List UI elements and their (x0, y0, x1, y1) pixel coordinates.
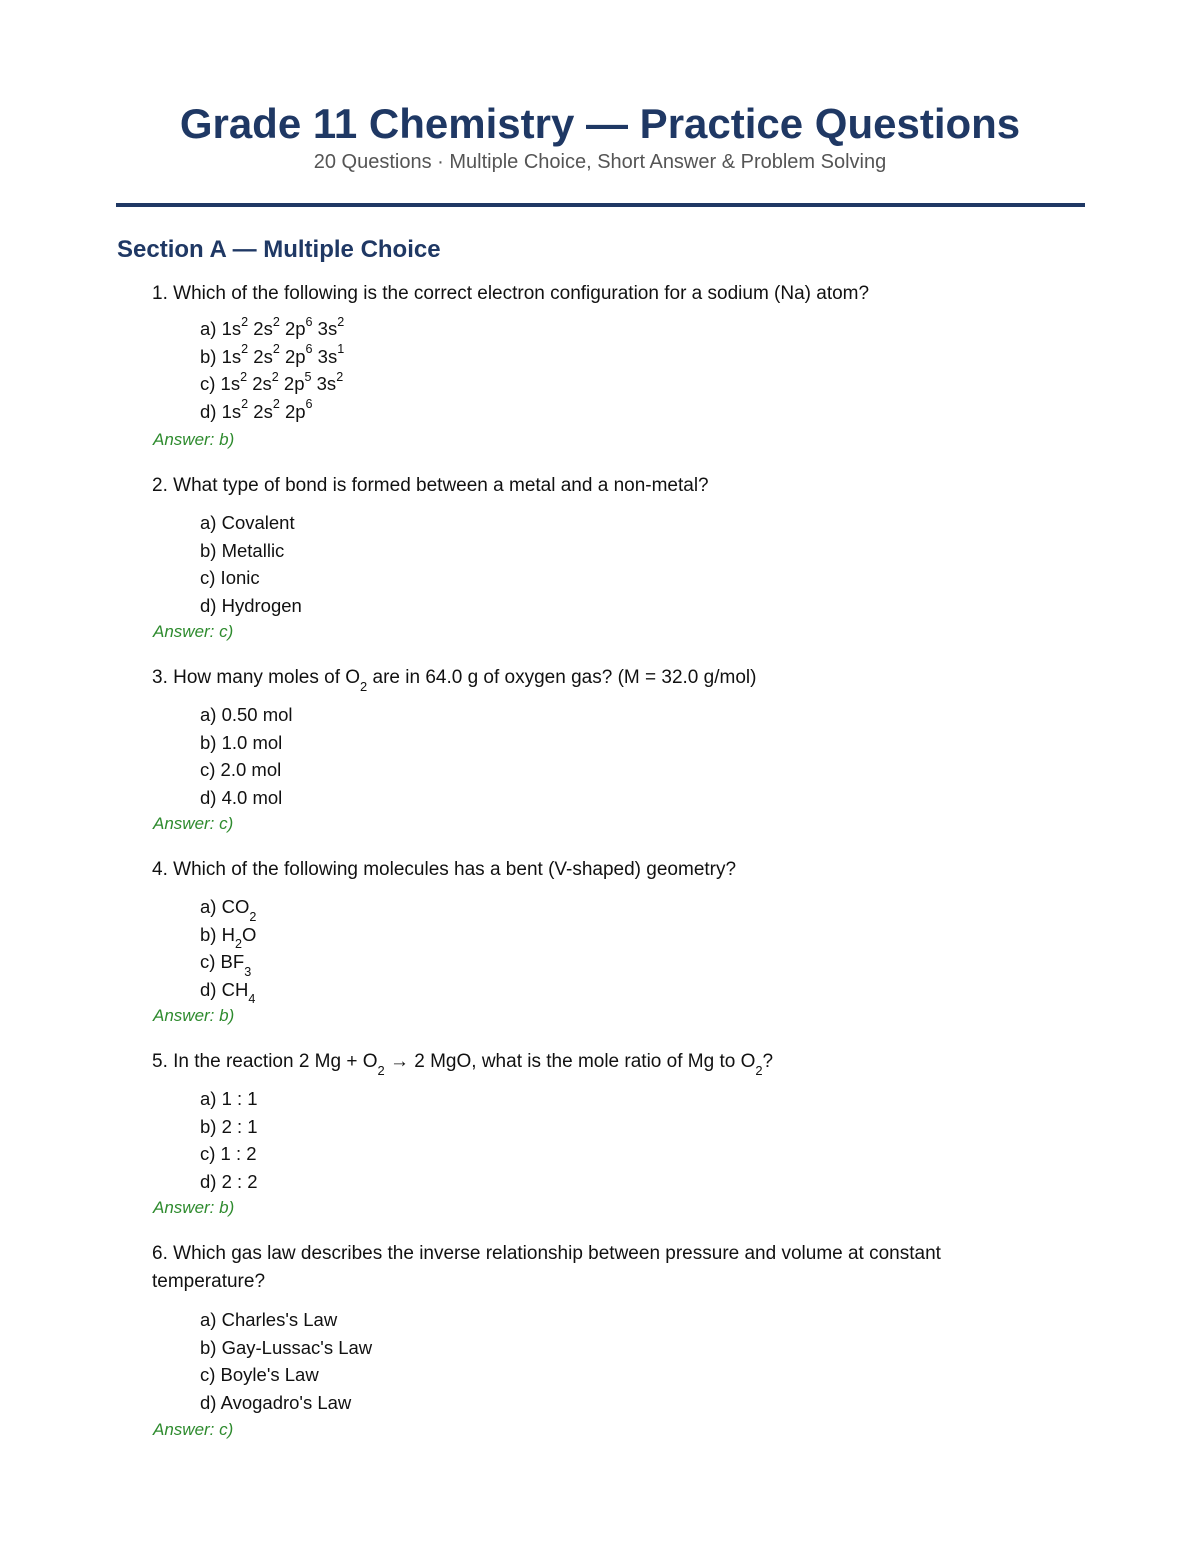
question-3-answer: Answer: c) (153, 814, 234, 833)
question-2-answer: Answer: c) (153, 622, 234, 641)
question-6-options (200, 1306, 800, 1416)
question-6-answer: Answer: c) (153, 1420, 234, 1439)
question-4 (152, 856, 1032, 884)
option-b: b) Gay-Lussac's Law (200, 1336, 373, 1358)
option-c: c) Ionic (200, 567, 260, 588)
option-c: c) 2.0 mol (200, 759, 282, 780)
question-number: 4. (152, 859, 168, 880)
question-4-options (200, 893, 800, 1007)
option-c: c) $1s^2$ $2s^2$ $2p^5$ $3s^2$ (200, 369, 344, 394)
question-stem: Which gas law describes the inverse relationship between pressure and volume at constant temperature? (152, 1243, 941, 1292)
option-a: a) $1s^2$ $2s^2$ $2p^6$ $3s^2$ (200, 314, 345, 339)
option-d: d) 4.0 mol (200, 786, 283, 808)
question-1-options (200, 315, 800, 425)
option-c: c) 1 : 2 (200, 1143, 257, 1164)
option-a: a) 1 : 1 (200, 1088, 258, 1109)
option-a: a) Charles's Law (200, 1309, 338, 1330)
option-b: b) $1s^2$ $2s^2$ $2p^6$ $3s^1$ (200, 342, 345, 367)
option-b: b) $H_2O$ (200, 923, 257, 952)
question-stem: Which of the following molecules has a bent (V-shaped) geometry? (173, 859, 737, 880)
question-number: 2. (152, 475, 168, 496)
question-stem: In the reaction 2 $Mg + O_2 \to 2$ MgO, what is the mole ratio of Mg to $O_2$? (173, 1051, 774, 1079)
question-3 (152, 664, 1032, 695)
question-stem: Which of the following is the correct electron configuration for a sodium (Na) atom? (173, 283, 870, 304)
question-2-options (200, 509, 800, 619)
question-4-answer: Answer: b) (153, 1006, 235, 1025)
question-5-answer: Answer: b) (153, 1198, 235, 1217)
question-1-answer: Answer: b) (153, 430, 235, 449)
option-b: b) Metallic (200, 539, 285, 561)
question-number: 1. (152, 283, 168, 304)
header-divider (116, 203, 1085, 207)
page-subtitle: 20 Questions · Multiple Choice, Short Answer & Problem Solving (313, 151, 887, 173)
option-d: d) $1s^2$ $2s^2$ $2p^6$ (200, 397, 313, 422)
question-number: 3. (152, 667, 168, 688)
question-6 (152, 1240, 1022, 1296)
question-5-options (200, 1085, 800, 1195)
option-d: d) $CH_4$ (200, 978, 256, 1007)
option-b: b) 1.0 mol (200, 731, 283, 753)
question-number: 6. (152, 1243, 168, 1264)
option-c: c) Boyle's Law (200, 1364, 319, 1385)
option-d: d) Hydrogen (200, 594, 302, 616)
option-d: d) Avogadro's Law (200, 1391, 352, 1413)
question-2 (152, 472, 1032, 500)
option-a: a) Covalent (200, 512, 295, 533)
page-title: Grade 11 Chemistry — Practice Questions (179, 100, 1021, 147)
question-number: 5. (152, 1051, 168, 1072)
question-5 (152, 1048, 1032, 1079)
question-3-options (200, 701, 800, 811)
question-1 (152, 280, 1032, 308)
question-stem: What type of bond is formed between a metal and a non-metal? (173, 475, 709, 496)
option-c: c) $BF_3$ (200, 951, 252, 979)
section-a-heading: Section A — Multiple Choice (117, 236, 441, 263)
question-stem: How many moles of $O_2$ are in 64.0 g of oxygen gas? (M = 32.0 g/mol) (173, 667, 757, 695)
option-a: a) 0.50 mol (200, 704, 293, 725)
option-d: d) 2 : 2 (200, 1170, 258, 1192)
option-b: b) 2 : 1 (200, 1115, 258, 1137)
option-a: a) $CO_2$ (200, 896, 257, 924)
